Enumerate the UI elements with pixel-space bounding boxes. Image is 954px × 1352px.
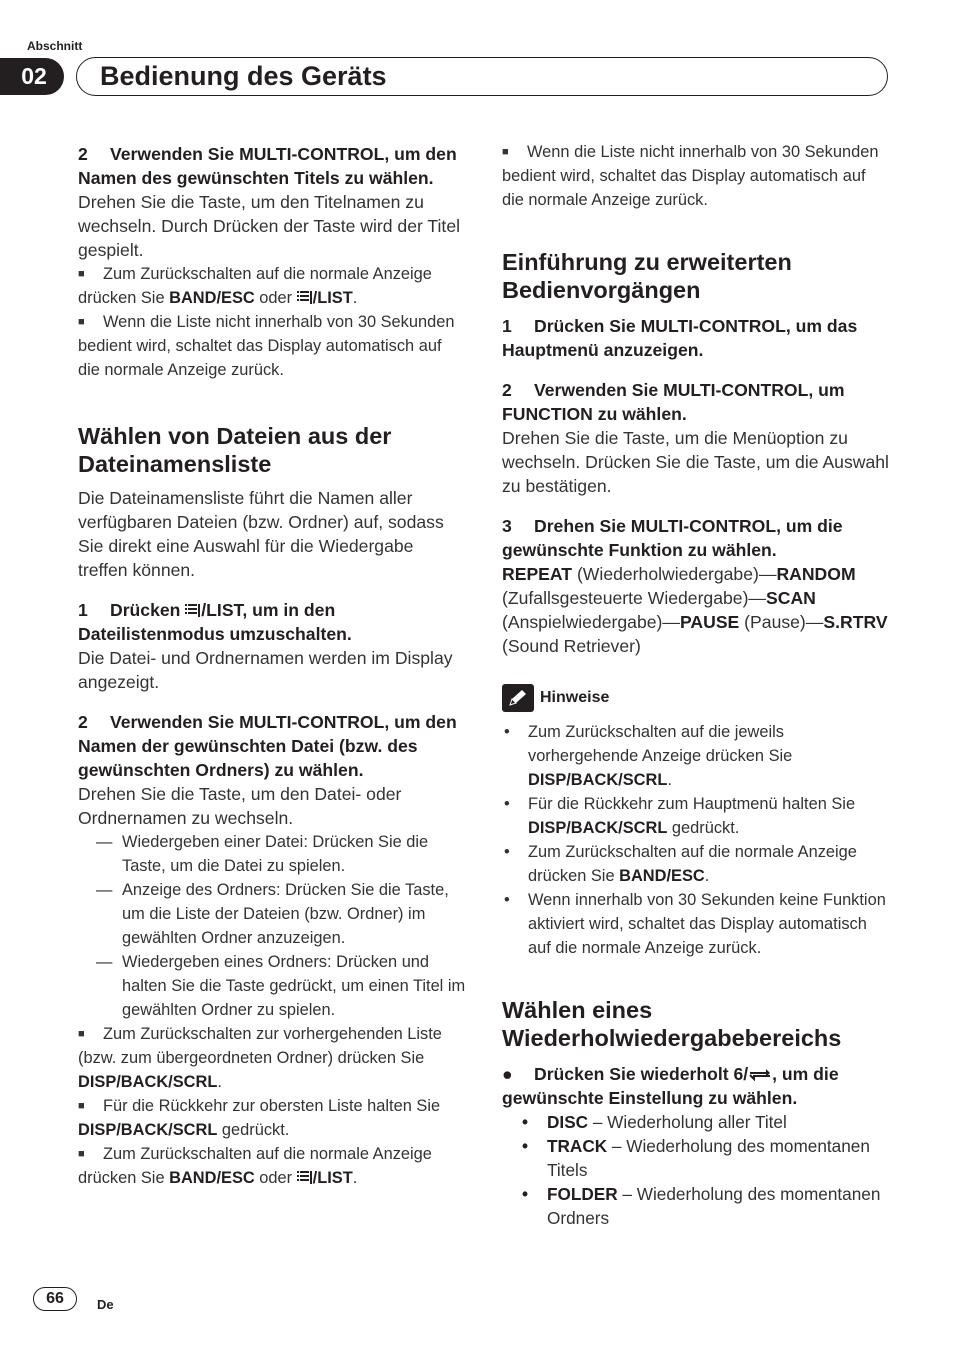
key-label: /LIST [312,289,353,307]
note-square-icon: ■ [78,1028,85,1040]
step-title: Drücken Sie wiederholt 6/ [534,1064,749,1084]
step-title: Drücken Sie MULTI-CONTROL, um das Hauptmenü anzuzeigen. [502,316,858,360]
key-label: /LIST [312,1169,353,1187]
step-heading [78,142,466,190]
hint-text: gedrückt. [667,819,740,837]
hint-text: . [667,771,672,789]
bullet-marker: • [504,795,510,813]
hint-text: Wenn innerhalb von 30 Sekunden keine Funktion aktiviert wird, schaltet das Display automatisch auf die normale Anzeige zurück. [528,891,886,957]
step-body: Die Datei- und Ordnernamen werden im Display angezeigt. [78,648,453,692]
step-title: Verwenden Sie MULTI-CONTROL, um FUNCTION zu wählen. [502,380,845,424]
language-code: De [97,1297,114,1312]
step-number: 1 [78,600,88,620]
step-title: Drehen Sie MULTI-CONTROL, um die gewünschte Funktion zu wählen. [502,516,843,560]
step-body: Drehen Sie die Taste, um den Datei- oder Ordnernamen zu wechseln. [78,784,402,828]
option-name: TRACK [547,1136,608,1156]
function-desc: (Anspielwiedergabe)— [502,612,680,632]
dash-item [78,950,466,1022]
option-desc: – Wiederholung des momentanen Titels [547,1136,870,1180]
key-label: DISP/BACK/SCRL [528,819,668,837]
repeat-arrow-icon [748,1067,772,1081]
bullet-marker: • [522,1184,529,1204]
function-list [502,562,890,658]
function-desc: (Pause)— [739,612,824,632]
hint-item [502,888,890,960]
step-title: Verwenden Sie MULTI-CONTROL, um den Namen der gewünschten Datei (bzw. des gewünschten Ordners) zu wählen. [78,712,457,780]
function-desc: (Zufallsgesteuerte Wiedergabe)— [502,588,767,608]
step-number: 1 [502,316,512,336]
hints-list [502,720,890,960]
chapter-number-badge: 02 [0,58,64,95]
hint-text: Für die Rückkehr zum Hauptmenü halten Sie [528,795,856,813]
list-icon [297,291,312,304]
hint-item [502,720,890,792]
note-text: Zum Zurückschalten zur vorhergehenden Liste (bzw. zum übergeordneten Ordner) drücken Sie [78,1025,442,1067]
step-title: /LIST, um in den Dateilistenmodus umzuschalten. [78,600,352,644]
note-text: . [352,289,358,307]
function-name: REPEAT [502,564,573,584]
hint-text: . [704,867,710,885]
key-label: DISP/BACK/SCRL [528,771,668,789]
step-title: , um die gewünschte Einstellung zu wählen. [502,1064,839,1108]
bullet-marker: • [522,1112,529,1132]
list-icon [185,604,200,617]
step-body: Drehen Sie die Taste, um die Menüoption zu wechseln. Drücken Sie die Taste, um die Auswahl zu bestätigen. [502,428,889,496]
option-desc: – Wiederholung des momentanen Ordners [547,1184,881,1228]
step-heading [502,1062,890,1110]
note-text: oder [254,289,297,307]
dash-marker: — [96,881,113,899]
note-text: Wenn die Liste nicht innerhalb von 30 Sekunden bedient wird, schaltet das Display automatisch auf die normale Anzeige zurück. [78,313,455,379]
note-text: oder [254,1169,297,1187]
key-label: DISP/BACK/SCRL [78,1073,218,1091]
step-bullet: ● [502,1064,513,1084]
step-number: 3 [502,516,512,536]
step-number: 2 [78,712,88,732]
note-square-icon: ■ [78,316,85,328]
bullet-marker: • [504,723,510,741]
option-name: FOLDER [547,1184,618,1204]
note-text: . [352,1169,358,1187]
step-heading [78,710,466,782]
function-name: RANDOM [776,564,856,584]
step-heading [502,378,890,426]
dash-item [78,830,466,878]
section-heading: Wählen von Dateien aus der Dateinamensliste [78,423,392,477]
note-square-icon: ■ [502,146,509,158]
note-text: Für die Rückkehr zur obersten Liste halten Sie [103,1097,441,1115]
function-name: S.RTRV [823,612,888,632]
section-heading: Wählen eines Wiederholwiedergabebereichs [502,997,842,1051]
option-name: DISC [547,1112,589,1132]
bullet-marker: • [522,1136,529,1156]
dash-item [78,878,466,950]
hints-title: Hinweise [540,689,610,706]
list-icon [297,1171,312,1184]
key-label: BAND/ESC [169,1169,255,1187]
note-text: gedrückt. [217,1121,290,1139]
hint-item [502,840,890,888]
step-heading [502,314,890,362]
section-label: Abschnitt [27,39,83,53]
bullet-marker: • [504,843,510,861]
step-number: 2 [502,380,512,400]
dash-marker: — [96,953,113,971]
note-text: Zum Zurückschalten auf die normale Anzeige drücken Sie [78,265,432,307]
option-item [502,1110,890,1134]
note-text: Wenn die Liste nicht innerhalb von 30 Sekunden bedient wird, schaltet das Display automatisch auf die normale Anzeige zurück. [502,143,879,209]
page-title: Bedienung des Geräts [100,61,387,91]
note [78,262,466,310]
section-intro: Die Dateinamensliste führt die Namen aller verfügbaren Dateien (bzw. Ordner) auf, sodass Sie direkt eine Auswahl für die Wiedergabe treffen können. [78,488,444,580]
left-column [78,140,466,1190]
step-body: Drehen Sie die Taste, um den Titelnamen zu wechseln. Durch Drücken der Taste wird der Titel gespielt. [78,192,461,260]
note [78,1142,466,1190]
note-square-icon: ■ [78,1148,85,1160]
option-item [502,1182,890,1230]
note [502,140,890,212]
note-square-icon: ■ [78,268,85,280]
hint-text: Zum Zurückschalten auf die jeweils vorhergehende Anzeige drücken Sie [528,723,793,765]
step-title: Drücken [110,600,186,620]
section-heading: Einführung zu erweiterten Bedienvorgängen [502,249,792,303]
hints-header [502,684,890,712]
note [78,1094,466,1142]
key-label: BAND/ESC [169,289,255,307]
function-name: SCAN [766,588,816,608]
page-number: 66 [33,1287,77,1311]
function-desc: (Wiederholwiedergabe)— [572,564,777,584]
note-text: Zum Zurückschalten auf die normale Anzeige drücken Sie [78,1145,432,1187]
key-label: DISP/BACK/SCRL [78,1121,218,1139]
dash-text: Wiedergeben einer Datei: Drücken Sie die Taste, um die Datei zu spielen. [122,833,429,875]
function-desc: (Sound Retriever) [502,636,641,656]
step-number: 2 [78,144,88,164]
note [78,310,466,382]
pencil-icon [502,684,534,712]
note-square-icon: ■ [78,1100,85,1112]
step-heading [78,598,466,646]
note [78,1022,466,1094]
step-title: Verwenden Sie MULTI-CONTROL, um den Namen des gewünschten Titels zu wählen. [78,144,457,188]
function-name: PAUSE [679,612,740,632]
step-heading [502,514,890,562]
key-label: BAND/ESC [619,867,705,885]
hint-text: Zum Zurückschalten auf die normale Anzeige drücken Sie [528,843,857,885]
right-column [502,140,890,1230]
dash-text: Wiedergeben eines Ordners: Drücken und halten Sie die Taste gedrückt, um einen Titel im gewählten Ordner zu spielen. [122,953,466,1019]
note-text: . [217,1073,222,1091]
option-item [502,1134,890,1182]
bullet-marker: • [504,891,510,909]
dash-text: Anzeige des Ordners: Drücken Sie die Taste, um die Liste der Dateien (bzw. Ordner) im gewählten Ordner anzuzeigen. [122,881,449,947]
option-desc: – Wiederholung aller Titel [588,1112,787,1132]
dash-marker: — [96,833,113,851]
hint-item [502,792,890,840]
